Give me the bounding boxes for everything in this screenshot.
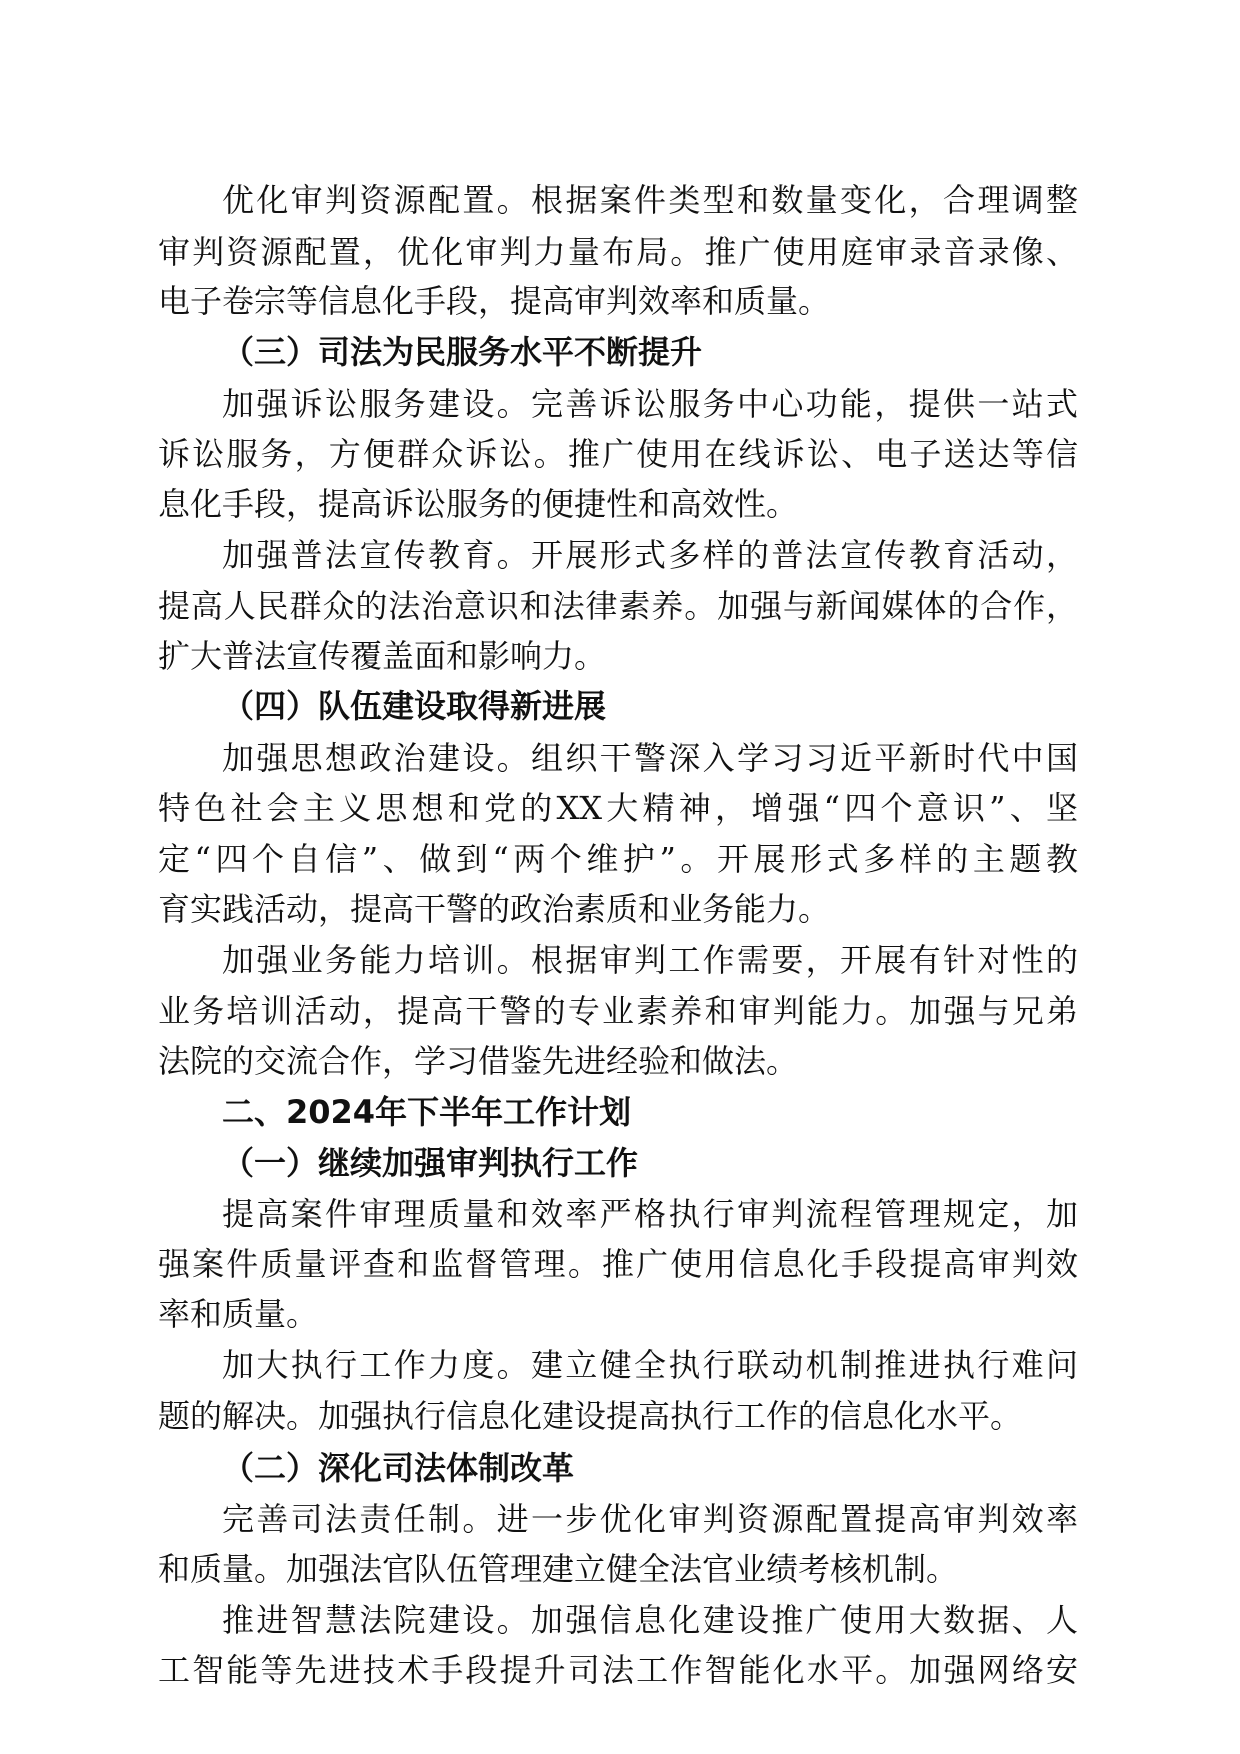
paragraph-line: 育实践活动，提高干警的政治素质和业务能力。 xyxy=(158,890,831,928)
paragraph-line: 和质量。加强法官队伍管理建立健全法官业绩考核机制。 xyxy=(158,1550,959,1588)
paragraph-line: 诉讼服务，方便群众诉讼。推广使用在线诉讼、电子送达等信 xyxy=(158,435,1078,473)
paragraph-line: 提高人民群众的法治意识和法律素养。加强与新闻媒体的合作， xyxy=(158,587,1078,625)
paragraph-line: 强案件质量评查和监督管理。推广使用信息化手段提高审判效 xyxy=(158,1245,1078,1283)
paragraph-line: 加强思想政治建设。组织干警深入学习习近平新时代中国 xyxy=(222,739,1078,777)
paragraph-line: 率和质量。 xyxy=(158,1295,319,1333)
section-heading: （一）继续加强审判执行工作 xyxy=(222,1144,639,1182)
paragraph-line: 加强诉讼服务建设。完善诉讼服务中心功能，提供一站式 xyxy=(222,385,1078,423)
paragraph-line: 加大执行工作力度。建立健全执行联动机制推进执行难问 xyxy=(222,1346,1078,1384)
section-heading: （二）深化司法体制改革 xyxy=(222,1449,575,1487)
paragraph-line: 工智能等先进技术手段提升司法工作智能化水平。加强网络安 xyxy=(158,1651,1078,1689)
paragraph-line: 业务培训活动，提高干警的专业素养和审判能力。加强与兄弟 xyxy=(158,992,1078,1030)
chapter-heading: 二、2024年下半年工作计划 xyxy=(222,1093,632,1131)
paragraph-line: 优化审判资源配置。根据案件类型和数量变化，合理调整 xyxy=(222,181,1078,219)
paragraph-line: 定“四个自信”、做到“两个维护”。开展形式多样的主题教 xyxy=(158,840,1078,878)
paragraph-line: 息化手段，提高诉讼服务的便捷性和高效性。 xyxy=(158,485,799,523)
paragraph-line: 审判资源配置，优化审判力量布局。推广使用庭审录音录像、 xyxy=(158,233,1078,271)
paragraph-line: 加强业务能力培训。根据审判工作需要，开展有针对性的 xyxy=(222,941,1078,979)
section-heading: （四）队伍建设取得新进展 xyxy=(222,687,607,725)
paragraph-line: 提高案件审理质量和效率严格执行审判流程管理规定，加 xyxy=(222,1195,1078,1233)
paragraph-line: 扩大普法宣传覆盖面和影响力。 xyxy=(158,637,607,675)
paragraph-line: 加强普法宣传教育。开展形式多样的普法宣传教育活动， xyxy=(222,536,1078,574)
paragraph-line: 完善司法责任制。进一步优化审判资源配置提高审判效率 xyxy=(222,1500,1078,1538)
paragraph-line: 特色社会主义思想和党的XX大精神，增强“四个意识”、坚 xyxy=(158,789,1078,827)
paragraph-line: 题的解决。加强执行信息化建设提高执行工作的信息化水平。 xyxy=(158,1397,1023,1435)
paragraph-line: 推进智慧法院建设。加强信息化建设推广使用大数据、人 xyxy=(222,1601,1078,1639)
section-heading: （三）司法为民服务水平不断提升 xyxy=(222,333,703,371)
paragraph-line: 电子卷宗等信息化手段，提高审判效率和质量。 xyxy=(158,282,831,320)
paragraph-line: 法院的交流合作，学习借鉴先进经验和做法。 xyxy=(158,1042,799,1080)
